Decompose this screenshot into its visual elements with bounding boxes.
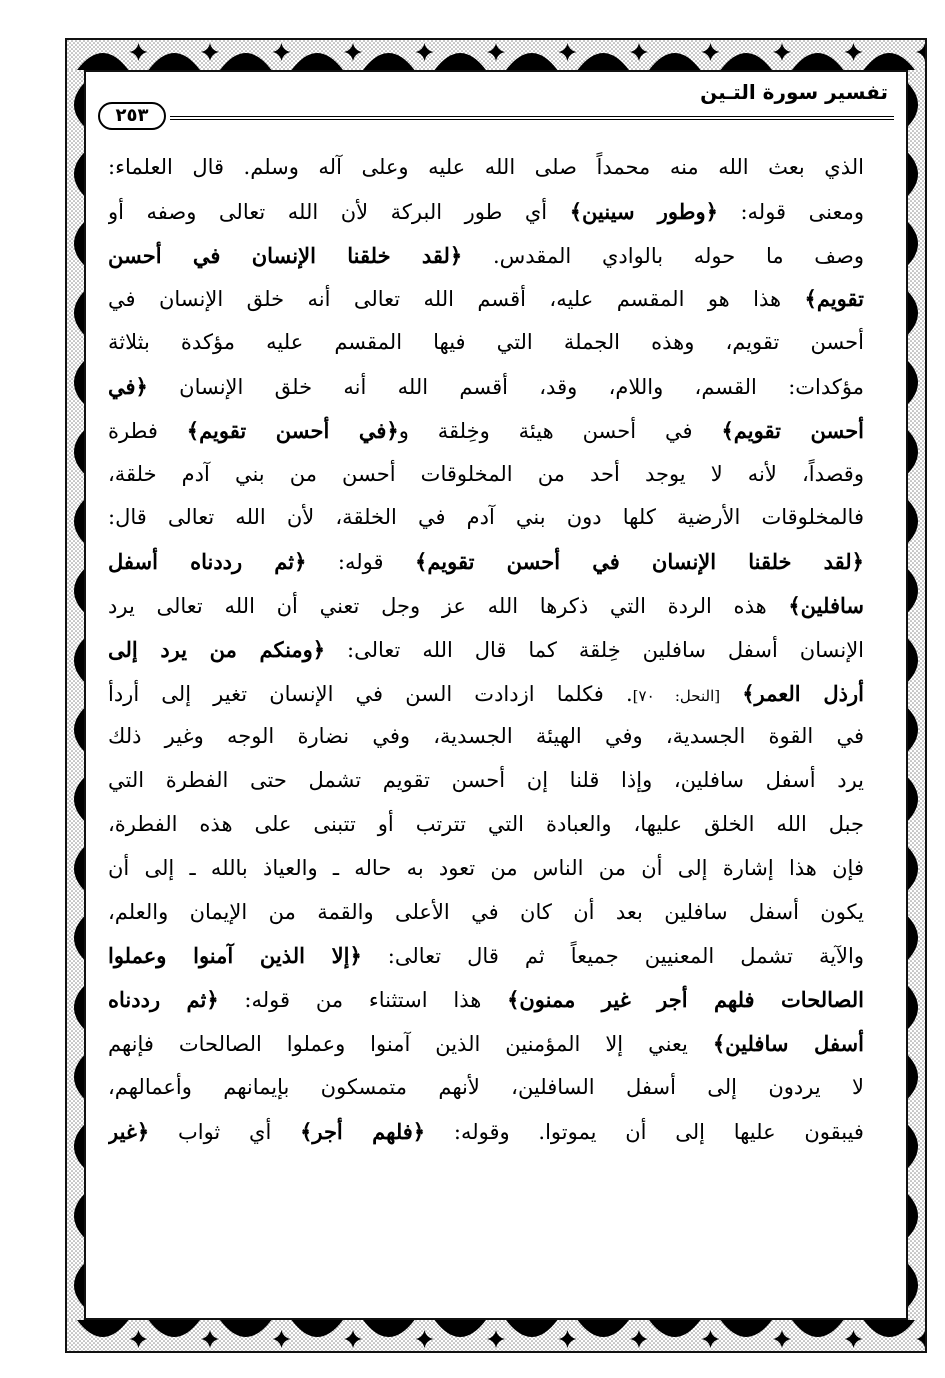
- text-line: ومعنى قوله: ﴿وطور سينين﴾ أي طور البركة لأن الله تعالى وصفه أو: [108, 198, 864, 224]
- text-line: الذي بعث الله منه محمداً صلى الله عليه وعلى آله وسلم. قال العلماء:: [108, 155, 864, 179]
- text-line: وصف ما حوله بالوادي المقدس. ﴿لقد خلقنا الإنسان في أحسن: [108, 242, 864, 268]
- text-line: أسفل سافلين﴾ يعني إلا المؤمنين الذين آمنوا وعملوا الصالحات فإنهم: [108, 1030, 864, 1056]
- text-line: ﴿لقد خلقنا الإنسان في أحسن تقويم﴾ قوله: ﴿ثم رددناه أسفل: [108, 549, 864, 575]
- text-line: فيبقون عليها إلى أن يموتوا. وقوله: ﴿فلهم أجر﴾ أي ثواب ﴿غير: [108, 1118, 864, 1144]
- page-number-badge: ٢٥٣: [98, 102, 166, 130]
- text-line: مؤكدات: القسم، واللام، وقد، أقسم الله أنه خلق الإنسان ﴿في: [108, 373, 864, 399]
- text-line: سافلين﴾ هذه الردة التي ذكرها الله عز وجل تعني أن الله تعالى يرد: [108, 592, 864, 618]
- text-line: الصالحات فلهم أجر غير ممنون﴾ هذا استثناء من قوله: ﴿ثم رددناه: [108, 987, 864, 1013]
- text-line: فالمخلوقات الأرضية كلها دون بني آدم في الخلقة، لأن الله تعالى قال:: [108, 505, 864, 530]
- text-line: والآية تشمل المعنيين جميعاً ثم قال تعالى: ﴿إلا الذين آمنوا وعملوا: [108, 943, 864, 969]
- header-rule: [170, 116, 894, 120]
- text-line: تقويم﴾ هذا هو المقسم عليه، أقسم الله تعالى أنه خلق الإنسان في: [108, 286, 864, 312]
- text-line: الإنسان أسفل سافلين خِلقة كما قال الله تعالى: ﴿ومنكم من يرد إلى: [108, 636, 864, 662]
- text-line: جبل الله الخلق عليها، والعبادة التي تترتب أو تتبنى على هذه الفطرة،: [108, 811, 864, 836]
- page-header: [98, 80, 894, 128]
- text-line: لا يردون إلى أسفل السافلين، لأنهم متمسكون بإيمانهم وأعمالهم،: [108, 1074, 864, 1099]
- text-line: وقصداً، لأنه لا يوجد أحد من المخلوقات أحسن من بني آدم خلقة،: [108, 461, 864, 486]
- text-line: أرذل العمر﴾ [النحل: ٧٠]. فكلما ازدادت السن في الإنسان تغير إلى أردأ: [108, 680, 864, 706]
- text-line: فإن هذا إشارة إلى أن من الناس من تعود به حاله ـ والعياذ بالله ـ إلى أن: [108, 855, 864, 880]
- text-line: أحسن تقويم﴾ في أحسن هيئة وخِلقة و﴿في أحسن تقويم﴾ فطرة: [108, 417, 864, 443]
- text-line: يرد أسفل سافلين، وإذا قلنا إن أحسن تقويم تشمل حتى الفطرة التي: [108, 768, 864, 793]
- page-title: تفسير سورة التـين: [700, 80, 888, 104]
- text-line: يكون أسفل سافلين بعد أن كان في الأعلى والقمة من الإيمان والعلم،: [108, 899, 864, 924]
- text-line: أحسن تقويم، وهذه الجملة التي فيها المقسم عليه مؤكدة بثلاثة: [108, 330, 864, 355]
- text-line: في القوة الجسدية، وفي الهيئة الجسدية، وفي نضارة الوجه وغير ذلك: [108, 724, 864, 749]
- body-text: [108, 146, 864, 1153]
